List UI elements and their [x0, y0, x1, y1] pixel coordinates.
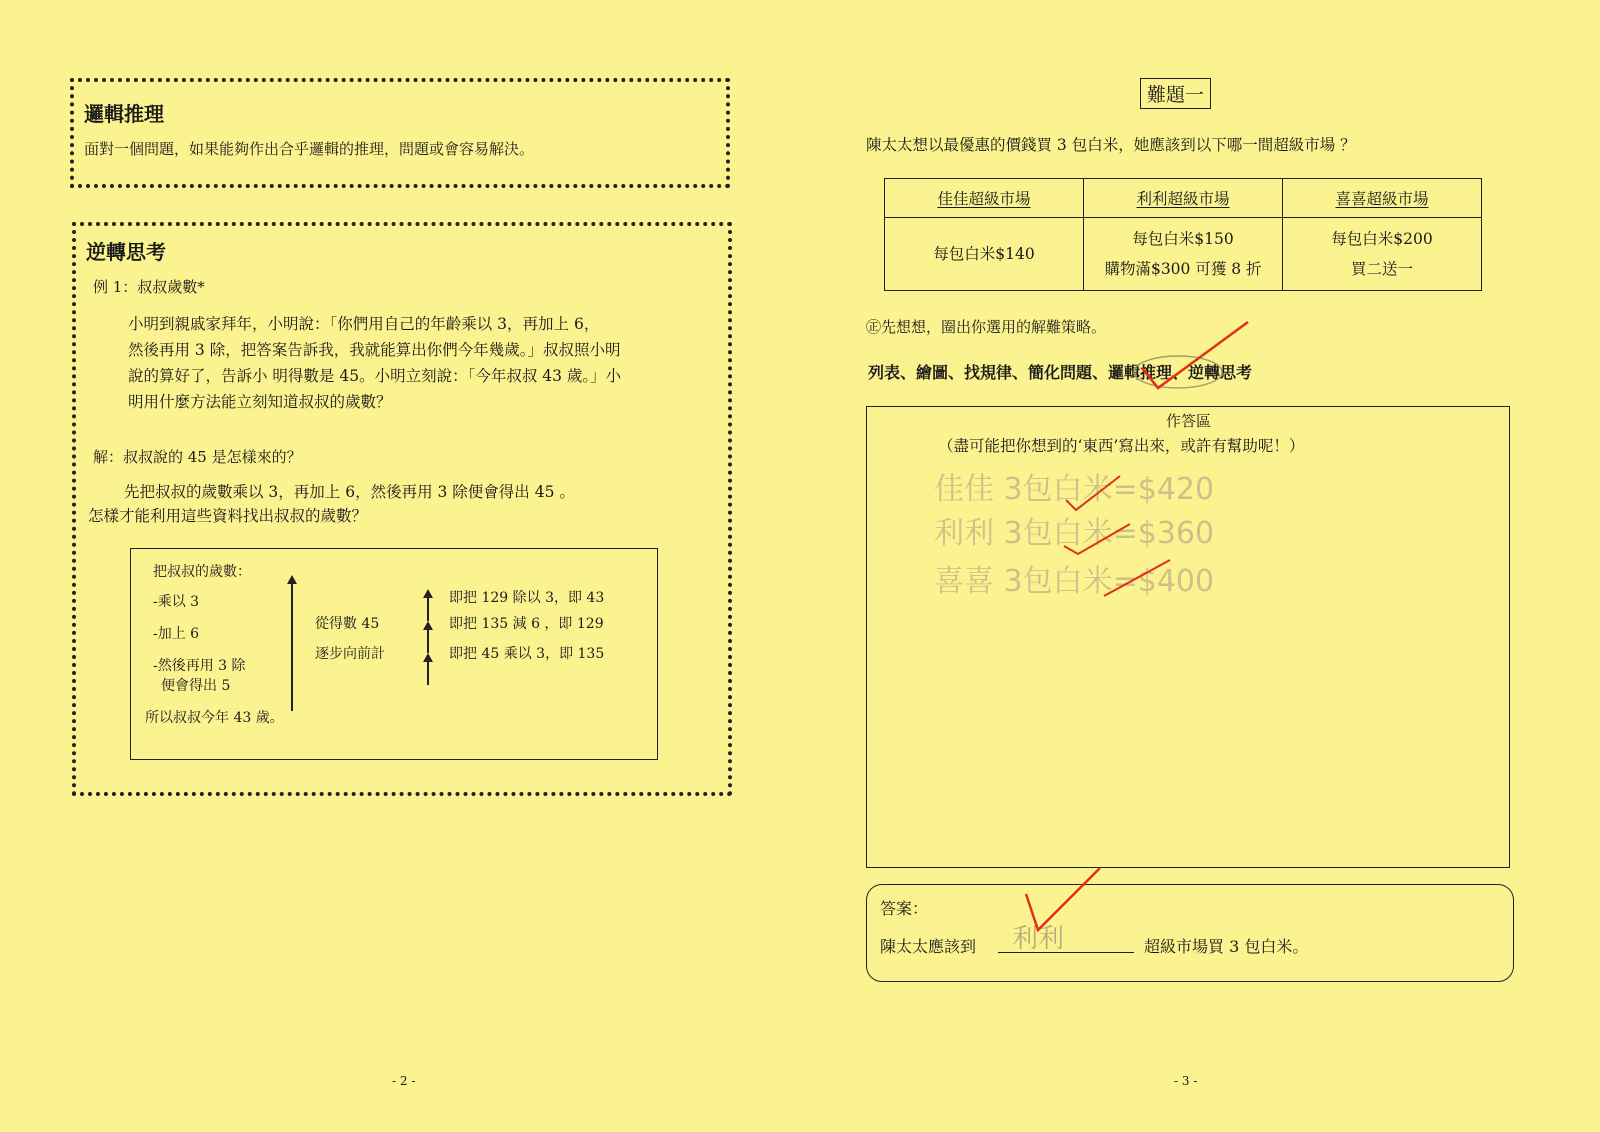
- page-number: - 2 -: [392, 1074, 416, 1088]
- story-line: 明用什麼方法能立刻知道叔叔的歲數？: [128, 393, 392, 411]
- table-cell: 每包白米$200 買二送一: [1283, 218, 1482, 291]
- problem-title: 難題一: [1140, 78, 1211, 109]
- answer-area-hint: （盡可能把你想到的‘東西’寫出來，或許有幫助呢！）: [938, 437, 1305, 455]
- method-step: -乘以 3: [153, 594, 200, 610]
- logic-description: 面對一個問題，如果能夠作出合乎邏輯的推理，問題或會容易解決。: [84, 140, 535, 158]
- example-label: 例 1：叔叔歲數*: [93, 278, 205, 296]
- handwritten-line: 佳佳 3包白米=$420: [934, 472, 1215, 507]
- handwritten-line: 喜喜 3包白米=$400: [934, 564, 1215, 599]
- page-number: - 3 -: [1174, 1074, 1198, 1088]
- method-box: [130, 548, 658, 760]
- strategy-list: 列表、繪圖、找規律、簡化問題、邏輯推理、逆轉思考: [868, 363, 1253, 382]
- story-line: 說的算好了，告訴小 明得數是 45。小明立刻說：「今年叔叔 43 歲。」小: [128, 367, 622, 385]
- up-arrow-icon: [427, 597, 429, 621]
- reverse-title: 逆轉思考: [86, 240, 166, 264]
- check-mark-icon: [1130, 318, 1260, 398]
- table-header: 佳佳超級市場: [885, 179, 1084, 218]
- final-answer-rest: 超級市場買 3 包白米。: [1144, 937, 1309, 956]
- method-conclusion: 所以叔叔今年 43 歲。: [145, 710, 284, 726]
- check-mark-icon: [1060, 470, 1180, 600]
- check-mark-icon: [1018, 864, 1108, 954]
- logic-title: 邏輯推理: [84, 102, 164, 126]
- reverse-step: 即把 129 除以 3，即 43: [449, 590, 605, 606]
- story-line: 然後再用 3 除，把答案告訴我，我就能算出你們今年幾歲。」叔叔照小明: [128, 341, 621, 359]
- table-header: 利利超級市場: [1084, 179, 1283, 218]
- table-header: 喜喜超級市場: [1283, 179, 1482, 218]
- problem-question: 陳太太想以最優惠的價錢買 3 包白米，她應該到以下哪一間超級市場 ？: [866, 136, 1356, 154]
- method-middle: 從得數 45: [315, 616, 380, 632]
- table-cell: 每包白米$150 購物滿$300 可獲 8 折: [1084, 218, 1283, 291]
- final-answer-text: 陳太太應該到: [880, 937, 977, 956]
- final-answer-label: 答案：: [880, 899, 929, 918]
- method-heading: 把叔叔的歲數：: [153, 564, 251, 580]
- up-arrow-icon: [291, 583, 293, 711]
- up-arrow-icon: [427, 629, 429, 653]
- reverse-step: 即把 135 減 6 ，即 129: [449, 616, 604, 632]
- method-middle: 逐步向前計: [315, 646, 385, 662]
- solution-text: 先把叔叔的歲數乘以 3，再加上 6，然後再用 3 除便會得出 45 。: [124, 483, 575, 501]
- reverse-step: 即把 45 乘以 3，即 135: [449, 646, 605, 662]
- method-step: -加上 6: [153, 626, 200, 642]
- price-table: [884, 178, 1482, 291]
- table-cell: 每包白米$140: [885, 218, 1084, 291]
- up-arrow-icon: [427, 661, 429, 685]
- method-step: -然後再用 3 除: [153, 658, 246, 674]
- final-answer-box: [866, 884, 1514, 982]
- handwritten-line: 利利 3包白米=$360: [934, 516, 1215, 551]
- method-step: 便會得出 5: [161, 678, 231, 694]
- solution-text: 怎樣才能利用這些資料找出叔叔的歲數？: [88, 507, 368, 525]
- answer-area-title: 作答區: [1166, 412, 1212, 430]
- solution-question: 解：叔叔說的 45 是怎樣來的？: [93, 448, 302, 466]
- story-line: 小明到親戚家拜年，小明說：「你們用自己的年齡乘以 3，再加上 6，: [128, 315, 600, 333]
- think-prompt: ㊣先想想，圈出你選用的解難策略。: [866, 318, 1107, 336]
- handwritten-answer: 利利: [1012, 924, 1065, 954]
- logic-reasoning-box: [70, 78, 730, 188]
